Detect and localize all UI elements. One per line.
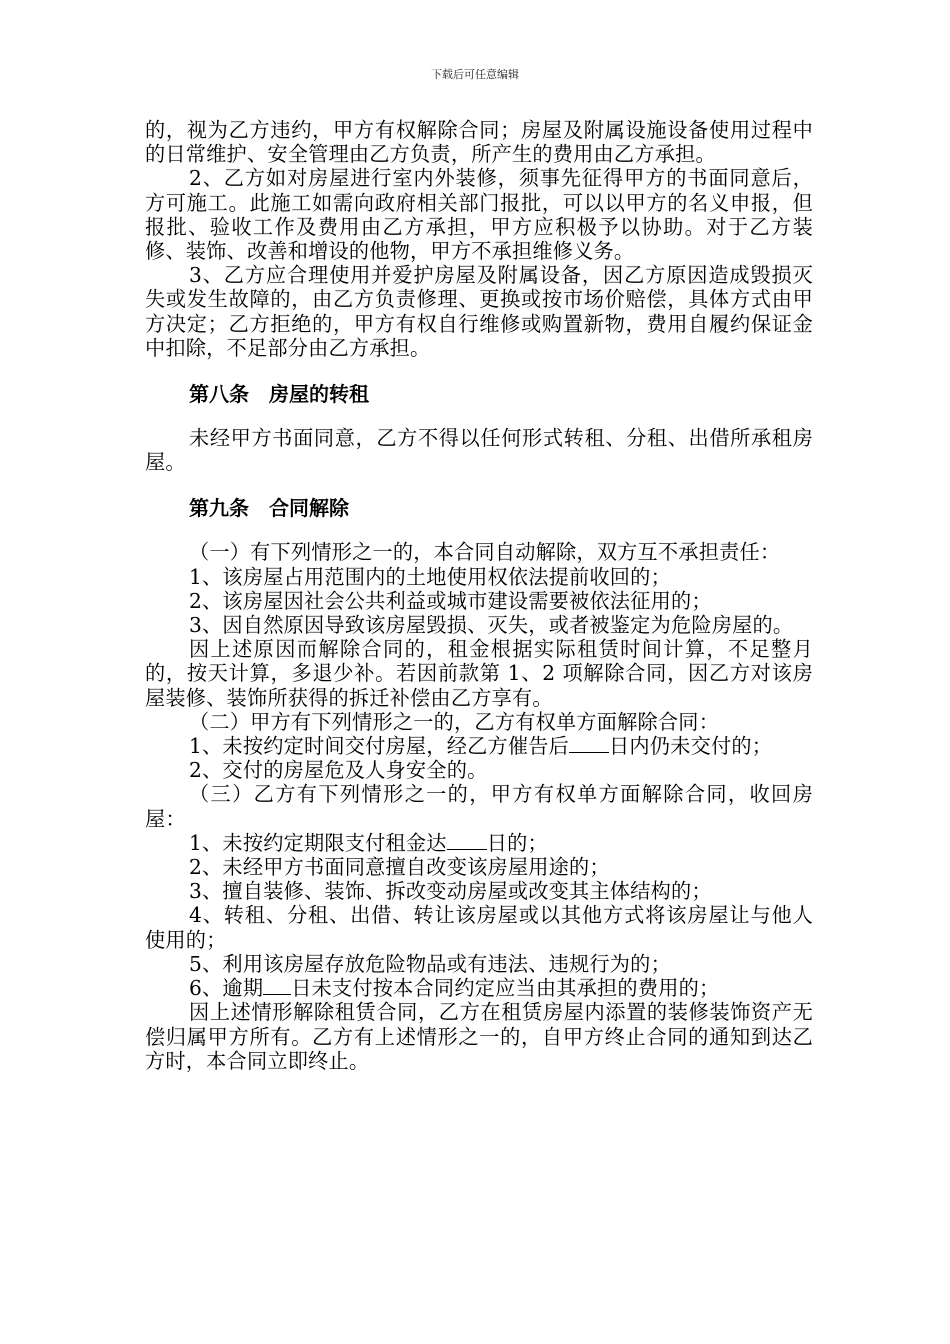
section-3-item-2: 2、未经甲方书面同意擅自改变该房屋用途的； [189,855,610,880]
section-3-item-1 [145,831,813,855]
paragraph-continuation: 的，视为乙方违约，甲方有权解除合同；房屋及附属设施设备使用过程中的日常维护、安全管理由乙方负责，所产生的费用由乙方承担。 [145,118,813,167]
section-3-item-1-text-b: 日的； [486,830,548,855]
page-header: 下载后可任意编辑 [431,68,519,81]
section-2-item-1 [145,734,813,758]
section-3-item-6 [145,976,813,1000]
section-3-item-3: 3、擅自装修、装饰、拆改变动房屋或改变其主体结构的； [189,879,712,904]
section-2-item-2: 2、交付的房屋危及人身安全的。 [189,758,488,783]
fill-blank-rent-days [447,831,487,850]
section-3-item-6-text-a: 6、逾期 [189,976,264,1001]
paragraph-decoration-clause: 2、乙方如对房屋进行室内外装修，须事先征得甲方的书面同意后，方可施工。此施工如需向政府相关部门报批，可以以甲方的名义申报，但报批、验收工作及费用由乙方承担，甲方应积极予以协助。对于乙方装修、装饰、改善和增设的他物，甲方不承担维修义务。 [145,166,813,264]
section-1-intro: （一）有下列情形之一的，本合同自动解除，双方互不承担责任： [189,540,781,565]
fill-blank-overdue-days [263,976,291,995]
fill-blank-days [569,734,609,753]
section-3-item-1-text-a: 1、未按约定期限支付租金达 [189,830,447,855]
paragraph-maintenance-clause: 3、乙方应合理使用并爱护房屋及附属设备，因乙方原因造成毁损灭失或发生故障的，由乙方负责修理、更换或按市场价赔偿，具体方式由甲方决定；乙方拒绝的，甲方有权自行维修或购置新物，费用自履约保证金中扣除，不足部分由乙方承担。 [145,263,813,360]
section-3-intro: （三）乙方有下列情形之一的，甲方有权单方面解除合同，收回房屋： [145,782,813,831]
article-8-heading: 第八条 房屋的转租 [189,382,369,407]
section-1-item-3: 3、因自然原因导致该房屋毁损、灭失，或者被鉴定为危险房屋的。 [189,613,794,638]
section-3-item-5: 5、利用该房屋存放危险物品或有违法、违规行为的； [189,951,671,976]
section-1-item-1: 1、该房屋占用范围内的土地使用权依法提前收回的； [189,564,671,589]
document-body [145,118,813,1073]
section-1-item-2: 2、该房屋因社会公共利益或城市建设需要被依法征用的； [189,588,712,613]
section-3-item-6-text-b: 日未支付按本合同约定应当由其承担的费用的； [291,976,720,1001]
section-1-note: 因上述原因而解除合同的，租金根据实际租赁时间计算，不足整月的，按天计算，多退少补。若因前款第 1、2 项解除合同，因乙方对该房屋装修、装饰所获得的拆迁补偿由乙方享有。 [145,637,813,710]
section-2-intro: （二）甲方有下列情形之一的，乙方有权单方面解除合同： [189,709,720,734]
article-8-body: 未经甲方书面同意，乙方不得以任何形式转租、分租、出借所承租房屋。 [145,426,813,475]
section-3-item-4: 4、转租、分租、出借、转让该房屋或以其他方式将该房屋让与他人使用的； [145,903,813,952]
article-9-heading: 第九条 合同解除 [189,496,349,521]
section-2-item-1-text-a: 1、未按约定时间交付房屋，经乙方催告后 [189,734,570,759]
section-3-note: 因上述情形解除租赁合同，乙方在租赁房屋内添置的装修装饰资产无偿归属甲方所有。乙方有上述情形之一的，自甲方终止合同的通知到达乙方时，本合同立即终止。 [145,1000,813,1073]
section-2-item-1-text-b: 日内仍未交付的； [609,734,773,759]
